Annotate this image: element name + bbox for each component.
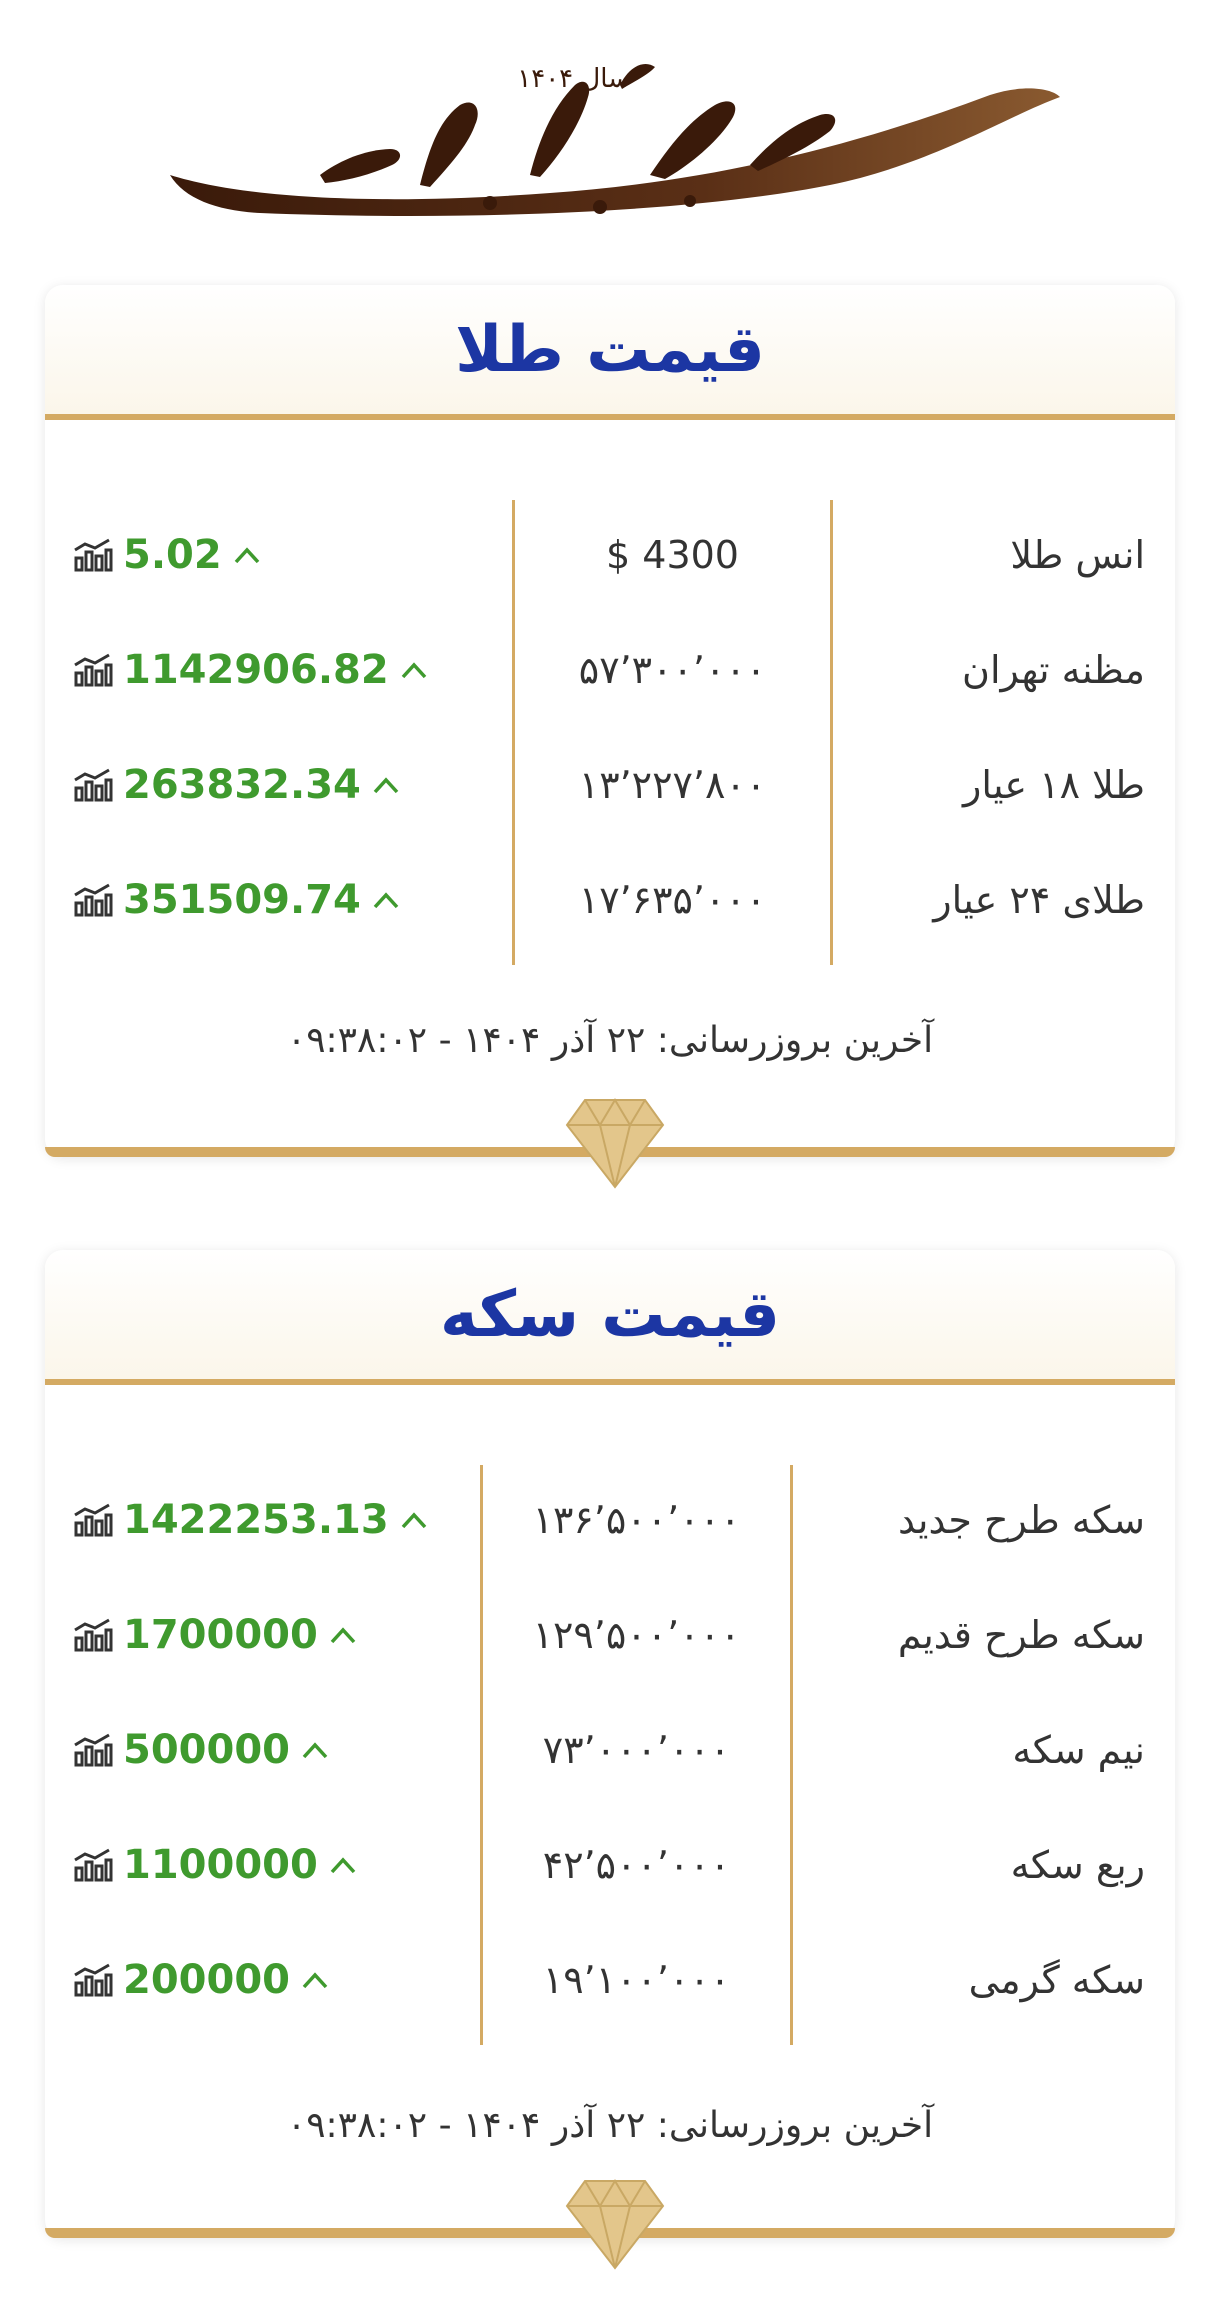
- price-row: [45, 497, 1175, 612]
- chevron-up-icon: [399, 659, 429, 681]
- header-banner: [0, 0, 1220, 270]
- chart-bars-icon[interactable]: [73, 1503, 113, 1537]
- change-value: 5.02: [123, 531, 222, 578]
- item-price: ۱۹٬۱۰۰٬۰۰۰: [542, 1957, 731, 2002]
- price-row: [45, 842, 1175, 957]
- change-value: 1142906.82: [123, 646, 389, 693]
- item-price: ۱۳٬۲۲۷٬۸۰۰: [578, 762, 767, 807]
- change-value: 200000: [123, 1956, 290, 2003]
- item-change[interactable]: [73, 727, 401, 842]
- item-change[interactable]: [73, 497, 262, 612]
- gold-price-card: [45, 285, 1175, 1157]
- item-change[interactable]: [73, 1577, 358, 1692]
- item-name: نیم سکه: [1012, 1727, 1145, 1772]
- item-name: مظنه تهران: [962, 647, 1145, 692]
- change-value: 1100000: [123, 1841, 318, 1888]
- price-row: [45, 1807, 1175, 1922]
- change-value: 1700000: [123, 1611, 318, 1658]
- price-row: [45, 727, 1175, 842]
- item-name: سکه طرح جدید: [897, 1497, 1145, 1542]
- last-updated: آخرین بروزرسانی: ۲۲ آذر ۱۴۰۴ - ۰۹:۳۸:۰۲: [286, 1020, 934, 1061]
- item-change[interactable]: [73, 1922, 330, 2037]
- item-name: سکه گرمی: [968, 1957, 1145, 2002]
- price-row: [45, 1922, 1175, 2037]
- item-price: ۵۷٬۳۰۰٬۰۰۰: [578, 647, 767, 692]
- item-name: طلا ۱۸ عیار: [963, 762, 1145, 807]
- chart-bars-icon[interactable]: [73, 538, 113, 572]
- price-row: [45, 612, 1175, 727]
- change-value: 1422253.13: [123, 1496, 389, 1543]
- chevron-up-icon: [328, 1854, 358, 1876]
- calligraphy-logo: [130, 25, 1090, 245]
- item-name: سکه طرح قدیم: [897, 1612, 1145, 1657]
- gold-card-title: قیمت طلا: [455, 312, 765, 387]
- item-price: 4300 $: [606, 532, 739, 577]
- chart-bars-icon[interactable]: [73, 1618, 113, 1652]
- chevron-up-icon: [232, 544, 262, 566]
- item-change[interactable]: [73, 1692, 330, 1807]
- gold-card-header: [45, 285, 1175, 420]
- item-change[interactable]: [73, 612, 429, 727]
- diamond-icon: [565, 1095, 665, 1190]
- price-row: [45, 1462, 1175, 1577]
- chart-bars-icon[interactable]: [73, 1733, 113, 1767]
- chart-bars-icon[interactable]: [73, 883, 113, 917]
- price-row: [45, 1577, 1175, 1692]
- chart-bars-icon[interactable]: [73, 768, 113, 802]
- banner-year: سال ۱۴۰۴: [517, 64, 630, 94]
- chevron-up-icon: [371, 774, 401, 796]
- diamond-icon: [565, 2176, 665, 2271]
- change-value: 263832.34: [123, 761, 361, 808]
- last-updated: آخرین بروزرسانی: ۲۲ آذر ۱۴۰۴ - ۰۹:۳۸:۰۲: [286, 2105, 934, 2146]
- change-value: 500000: [123, 1726, 290, 1773]
- chart-bars-icon[interactable]: [73, 1963, 113, 1997]
- item-change[interactable]: [73, 1462, 429, 1577]
- chevron-up-icon: [300, 1969, 330, 1991]
- price-row: [45, 1692, 1175, 1807]
- item-price: ۱۲۹٬۵۰۰٬۰۰۰: [532, 1612, 741, 1657]
- item-name: ربع سکه: [1010, 1842, 1145, 1887]
- item-price: ۴۲٬۵۰۰٬۰۰۰: [542, 1842, 731, 1887]
- item-name: طلای ۲۴ عیار: [933, 877, 1145, 922]
- item-change[interactable]: [73, 1807, 358, 1922]
- chart-bars-icon[interactable]: [73, 653, 113, 687]
- chevron-up-icon: [300, 1739, 330, 1761]
- item-price: ۱۳۶٬۵۰۰٬۰۰۰: [532, 1497, 741, 1542]
- coin-card-header: [45, 1250, 1175, 1385]
- chevron-up-icon: [399, 1509, 429, 1531]
- coin-price-card: [45, 1250, 1175, 2238]
- item-price: ۱۷٬۶۳۵٬۰۰۰: [578, 877, 767, 922]
- chart-bars-icon[interactable]: [73, 1848, 113, 1882]
- item-price: ۷۳٬۰۰۰٬۰۰۰: [542, 1727, 731, 1772]
- chevron-up-icon: [328, 1624, 358, 1646]
- item-name: انس طلا: [1010, 532, 1145, 577]
- chevron-up-icon: [371, 889, 401, 911]
- item-change[interactable]: [73, 842, 401, 957]
- coin-card-title: قیمت سکه: [440, 1277, 780, 1352]
- change-value: 351509.74: [123, 876, 361, 923]
